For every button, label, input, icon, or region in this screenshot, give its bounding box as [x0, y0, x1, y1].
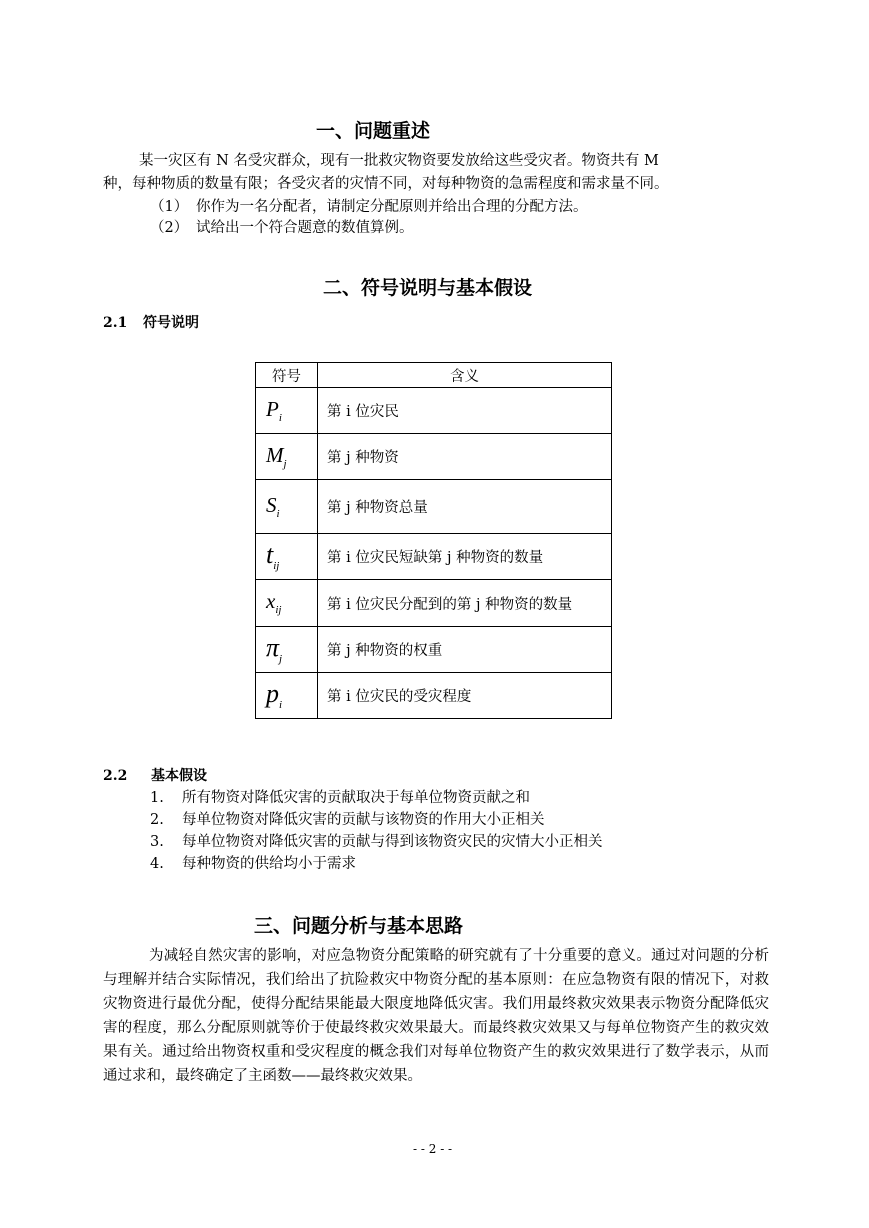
list-item: 1. 所有物资对降低灾害的贡献取决于每单位物资贡献之和 [150, 790, 530, 806]
table-row [256, 580, 612, 627]
table-row [256, 627, 612, 673]
subsection-2-1-heading [103, 312, 199, 332]
subsection-2-2-heading [103, 765, 207, 785]
meaning: 第 j 种物资的权重 [318, 627, 612, 673]
meaning: 第 i 位灾民短缺第 j 种物资的数量 [318, 534, 612, 580]
question-item [150, 217, 414, 239]
header-meaning: 含义 [318, 363, 612, 388]
list-item: 3. 每单位物资对降低灾害的贡献与得到该物资灾民的灾情大小正相关 [150, 834, 603, 850]
table-row [256, 388, 612, 434]
subsection-title: 符号说明 [143, 315, 199, 331]
symbol: $S_i$ [266, 492, 280, 521]
meaning: 第 i 位灾民分配到的第 j 种物资的数量 [318, 580, 612, 627]
question-text: 试给出一个符合题意的数值算例。 [196, 220, 414, 236]
subsection-title: 基本假设 [151, 768, 207, 784]
symbol: $M_j$ [266, 442, 287, 471]
symbol: $p_i$ [266, 679, 283, 712]
page-number: - - 2 - - [413, 1142, 453, 1156]
meaning: 第 i 位灾民 [318, 388, 612, 434]
assumption-list [150, 787, 603, 875]
symbol: $t_{ij}$ [266, 540, 280, 573]
subsection-number: 2.2 [103, 768, 128, 784]
list-item: 4. 每种物资的供给均小于需求 [150, 856, 356, 872]
symbol: $P_i$ [266, 396, 282, 425]
table-header-row [256, 363, 612, 388]
section-3-title: 三、问题分析与基本思路 [254, 915, 464, 937]
table-row [256, 434, 612, 480]
table-row [256, 673, 612, 719]
symbol: $x_{ij}$ [266, 589, 282, 617]
section-1-title: 一、问题重述 [316, 120, 431, 142]
section-2-title: 二、符号说明与基本假设 [323, 277, 533, 299]
meaning: 第 i 位灾民的受灾程度 [318, 673, 612, 719]
header-symbol: 符号 [256, 363, 318, 388]
symbol: $\pi_j$ [266, 633, 283, 666]
subsection-number: 2.1 [103, 315, 128, 331]
question-text: 你作为一名分配者，请制定分配原则并给出合理的分配方法。 [196, 199, 588, 215]
question-number: （2） [150, 220, 189, 236]
section-3-paragraph: 为减轻自然灾害的影响，对应急物资分配策略的研究就有了十分重要的意义。通过对问题的分析与理解并结合实际情况，我们给出了抗险救灾中物资分配的基本原则：在应急物资有限的情况下，对救灾物资进行最优分配，使得分配结果能最大限度地降低灾害。我们用最终救灾效果表示物资分配降低灾害的程度，那么分配原则就等价于使最终救灾效果最大。而最终救灾效果又与每单位物资产生的救灾效果有关。通过给出物资权重和受灾程度的概念我们对每单位物资产生的救灾效果进行了数学表示，从而通过求和，最终确定了主函数——最终救灾效果。 [103, 948, 769, 1084]
meaning: 第 j 种物资 [318, 434, 612, 480]
section-1-paragraph-line-2: 种，每种物质的数量有限；各受灾者的灾情不同，对每种物资的急需程度和需求量不同。 [103, 176, 669, 192]
table-row [256, 534, 612, 580]
list-item: 2. 每单位物资对降低灾害的贡献与该物资的作用大小正相关 [150, 812, 545, 828]
meaning: 第 j 种物资总量 [318, 480, 612, 534]
question-item [150, 196, 588, 218]
question-number: （1） [150, 199, 189, 215]
section-1-paragraph-line-1: 某一灾区有 N 名受灾群众，现有一批救灾物资要发放给这些受灾者。物资共有 M [139, 153, 659, 169]
table-row [256, 480, 612, 534]
symbol-table [255, 362, 612, 719]
